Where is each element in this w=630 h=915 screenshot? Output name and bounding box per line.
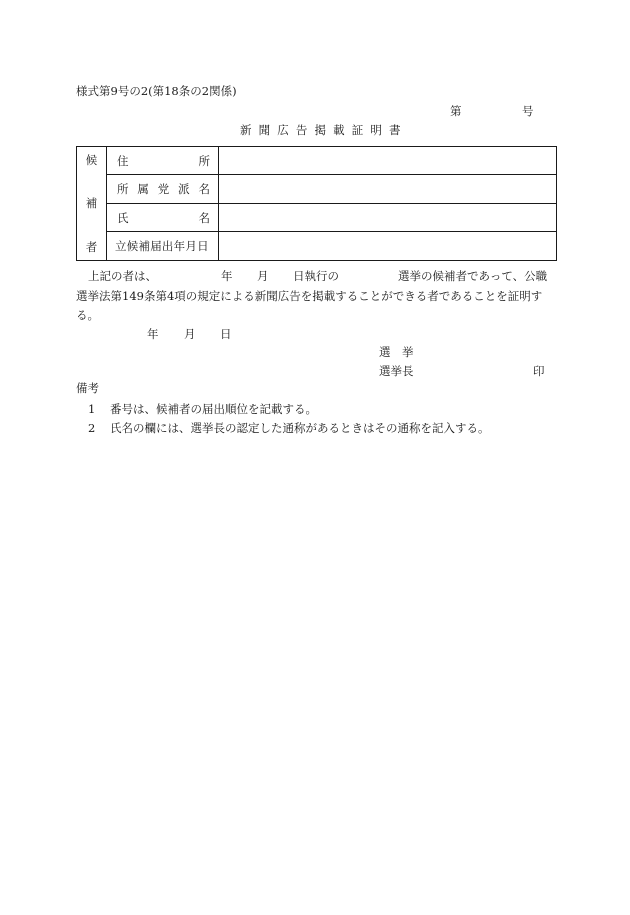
- remark-item: 1 番号は、候補者の届出順位を記載する。: [88, 402, 317, 416]
- side-char: 補: [85, 196, 98, 210]
- value-party: [219, 175, 557, 204]
- para-line2: 選挙法第149条第4項の規定による新聞広告を掲載することができる者であることを証明す: [76, 289, 543, 303]
- para-day-exec: 日執行の: [293, 269, 339, 283]
- remark-item: 2 氏名の欄には、選挙長の認定した通称があるときはその通称を記入する。: [88, 421, 490, 435]
- date-day: 日: [220, 327, 232, 341]
- para-start: 上記の者は、: [88, 269, 157, 283]
- label-name: 氏 名: [107, 204, 219, 232]
- number-suffix: 号: [522, 104, 534, 118]
- remarks-heading: 備考: [76, 381, 99, 395]
- seal-mark: 印: [533, 364, 545, 378]
- label-filing-date: 立候補届出年月日: [107, 232, 219, 261]
- side-char: 者: [85, 240, 98, 254]
- value-filing-date: [219, 232, 557, 261]
- number-prefix: 第: [450, 104, 462, 118]
- para-year: 年: [221, 269, 233, 283]
- para-month: 月: [257, 269, 269, 283]
- value-name: [219, 204, 557, 232]
- value-address: [219, 147, 557, 175]
- date-year: 年: [147, 327, 159, 341]
- form-label: 様式第9号の2(第18条の2関係): [76, 84, 237, 98]
- para-line3: る。: [76, 308, 99, 322]
- election-chief-label: 選挙長: [379, 364, 414, 378]
- label-address: 住 所: [107, 147, 219, 175]
- candidate-table: [76, 146, 557, 261]
- document-title: 新聞広告掲載証明書: [240, 123, 408, 137]
- date-month: 月: [184, 327, 196, 341]
- side-char: 候: [85, 153, 98, 167]
- para-line1-rest: 選挙の候補者であって、公職: [398, 269, 548, 283]
- election-label: 選 挙: [379, 345, 414, 359]
- candidate-side-label: [77, 147, 107, 261]
- label-party: 所 属 党 派 名: [107, 175, 219, 204]
